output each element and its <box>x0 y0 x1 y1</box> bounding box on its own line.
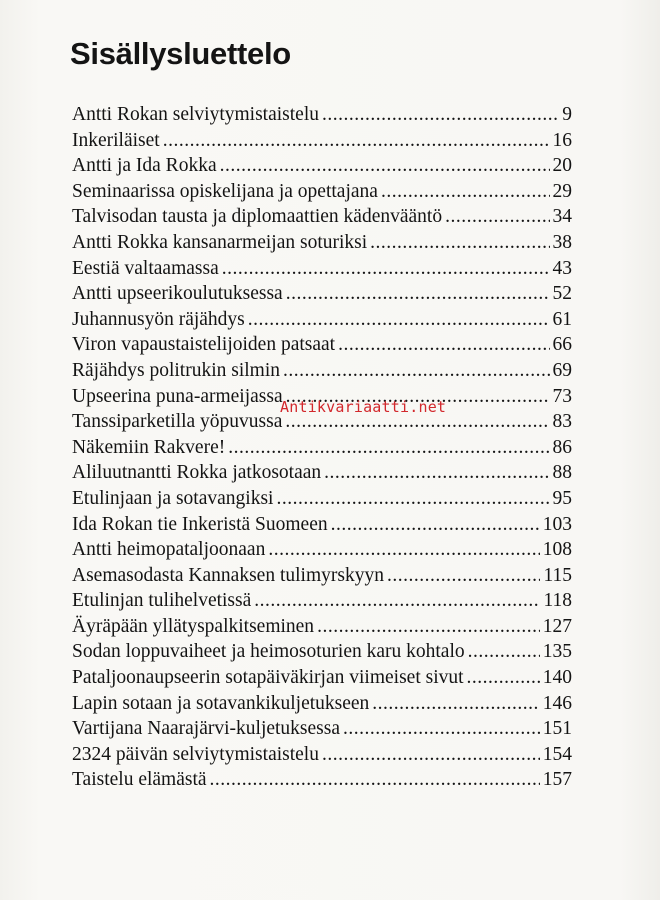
toc-dot-leader <box>210 767 540 793</box>
toc-entry <box>72 179 572 205</box>
toc-dot-leader <box>268 537 539 563</box>
toc-dot-leader <box>322 102 559 128</box>
toc-dot-leader <box>220 153 550 179</box>
toc-dot-leader <box>163 128 550 154</box>
toc-entry-title: Inkeriläiset <box>72 129 160 151</box>
toc-entry-title: Etulinjan tulihelvetissä <box>72 590 252 612</box>
toc-entry-title: Lapin sotaan ja sotavankikuljetukseen <box>72 692 370 714</box>
toc-entry-title: Äyräpään yllätyspalkitseminen <box>72 615 315 637</box>
toc-entry-title: Vartijana Naarajärvi-kuljetuksessa <box>72 718 341 740</box>
toc-entry-title: Antti Rokan selviytymistaistelu <box>72 104 319 125</box>
toc-entry-title: Upseerina puna-armeijassa <box>72 385 283 407</box>
toc-entry-page: 83 <box>552 411 572 433</box>
toc-entry-page: 151 <box>542 718 572 740</box>
toc-entry-title: Sodan loppuvaiheet ja heimosoturien karu kohtalo <box>72 641 465 663</box>
toc-entry <box>72 281 572 307</box>
toc-entry-page: 88 <box>552 462 572 484</box>
toc-entry <box>72 742 572 768</box>
toc-entry <box>72 102 572 128</box>
toc-entry-page: 146 <box>542 692 572 714</box>
toc-dot-leader <box>322 742 540 768</box>
toc-entry <box>72 153 572 179</box>
toc-entry-title: Etulinjaan ja sotavangiksi <box>72 487 274 509</box>
toc-entry-title: 2324 päivän selviytymistaistelu <box>72 743 319 765</box>
toc-entry-title: Juhannusyön räjähdys <box>72 308 245 330</box>
watermark-text: Antikvariaatti.net <box>280 398 447 416</box>
page-title: Sisällysluettelo <box>70 36 291 71</box>
toc-entry-title: Antti ja Ida Rokka <box>72 155 217 177</box>
toc-entry <box>72 204 572 230</box>
toc-dot-leader <box>254 588 540 614</box>
toc-entry-title: Talvisodan tausta ja diplomaattien kädenvääntö <box>72 206 443 228</box>
toc-entry-title: Antti Rokka kansanarmeijan soturiksi <box>72 231 368 253</box>
toc-entry-title: Antti heimopataljoonaan <box>72 539 266 561</box>
toc-entry-title: Viron vapaustaistelijoiden patsaat <box>72 334 336 356</box>
toc-entry-title: Tanssiparketilla yöpuvussa <box>72 411 283 433</box>
toc-entry <box>72 639 572 665</box>
toc-entry <box>72 716 572 742</box>
toc-entry-page: 140 <box>542 667 572 689</box>
toc-entry <box>72 588 572 614</box>
toc-dot-leader <box>387 563 541 589</box>
toc-dot-leader <box>343 716 540 742</box>
toc-entry-page: 154 <box>542 743 572 765</box>
toc-dot-leader <box>286 281 550 307</box>
toc-entry-title: Aliluutnantti Rokka jatkosotaan <box>72 462 322 484</box>
toc-dot-leader <box>228 435 549 461</box>
toc-dot-leader <box>372 691 539 717</box>
toc-entry-page: 43 <box>552 257 572 279</box>
toc-dot-leader <box>283 358 550 384</box>
toc-entry-page: 34 <box>552 206 572 228</box>
toc-dot-leader <box>381 179 550 205</box>
toc-entry-page: 61 <box>552 308 572 330</box>
toc-dot-leader <box>248 307 550 333</box>
toc-entry-page: 157 <box>542 769 572 791</box>
toc-entry <box>72 358 572 384</box>
toc-entry <box>72 230 572 256</box>
toc-entry <box>72 767 572 793</box>
toc-entry <box>72 435 572 461</box>
toc-entry <box>72 332 572 358</box>
toc-entry-title: Antti upseerikoulutuksessa <box>72 283 283 305</box>
toc-entry <box>72 128 572 154</box>
toc-dot-leader <box>338 332 549 358</box>
toc-entry-page: 20 <box>552 155 572 177</box>
toc-entry <box>72 307 572 333</box>
table-of-contents <box>72 102 572 793</box>
toc-entry-page: 127 <box>542 615 572 637</box>
toc-entry <box>72 665 572 691</box>
toc-entry <box>72 512 572 538</box>
toc-dot-leader <box>317 614 540 640</box>
toc-entry-page: 135 <box>542 641 572 663</box>
toc-entry-title: Asemasodasta Kannaksen tulimyrskyyn <box>72 564 384 586</box>
toc-entry-page: 115 <box>543 564 572 586</box>
toc-dot-leader <box>276 486 549 512</box>
toc-entry-page: 29 <box>552 180 572 202</box>
toc-dot-leader <box>467 665 540 691</box>
toc-entry-page: 66 <box>552 334 572 356</box>
toc-entry-title: Eestiä valtaamassa <box>72 257 219 279</box>
toc-entry-page: 118 <box>543 590 572 612</box>
toc-entry-title: Räjähdys politrukin silmin <box>72 359 280 381</box>
toc-entry-title: Pataljoonaupseerin sotapäiväkirjan viimeiset sivut <box>72 667 464 689</box>
toc-entry-page: 103 <box>542 513 572 535</box>
toc-entry-page: 52 <box>552 283 572 305</box>
toc-entry-page: 38 <box>552 231 572 253</box>
toc-dot-leader <box>222 256 550 282</box>
toc-entry-page: 16 <box>552 129 572 151</box>
toc-entry <box>72 460 572 486</box>
toc-entry <box>72 537 572 563</box>
toc-dot-leader <box>324 460 549 486</box>
toc-entry-page: 9 <box>562 104 572 125</box>
toc-entry-title: Ida Rokan tie Inkeristä Suomeen <box>72 513 328 535</box>
toc-entry-page: 108 <box>542 539 572 561</box>
toc-entry-title: Taistelu elämästä <box>72 769 207 791</box>
toc-entry-title: Näkemiin Rakvere! <box>72 436 226 458</box>
toc-entry-page: 73 <box>552 385 572 407</box>
toc-entry-title: Seminaarissa opiskelijana ja opettajana <box>72 180 378 202</box>
toc-entry <box>72 486 572 512</box>
toc-entry <box>72 614 572 640</box>
toc-entry <box>72 691 572 717</box>
toc-entry-page: 86 <box>552 436 572 458</box>
toc-dot-leader <box>445 204 549 230</box>
toc-dot-leader <box>370 230 549 256</box>
toc-dot-leader <box>468 639 540 665</box>
toc-entry-page: 69 <box>552 359 572 381</box>
toc-entry <box>72 563 572 589</box>
toc-entry-page: 95 <box>552 487 572 509</box>
toc-dot-leader <box>331 512 540 538</box>
toc-entry <box>72 256 572 282</box>
